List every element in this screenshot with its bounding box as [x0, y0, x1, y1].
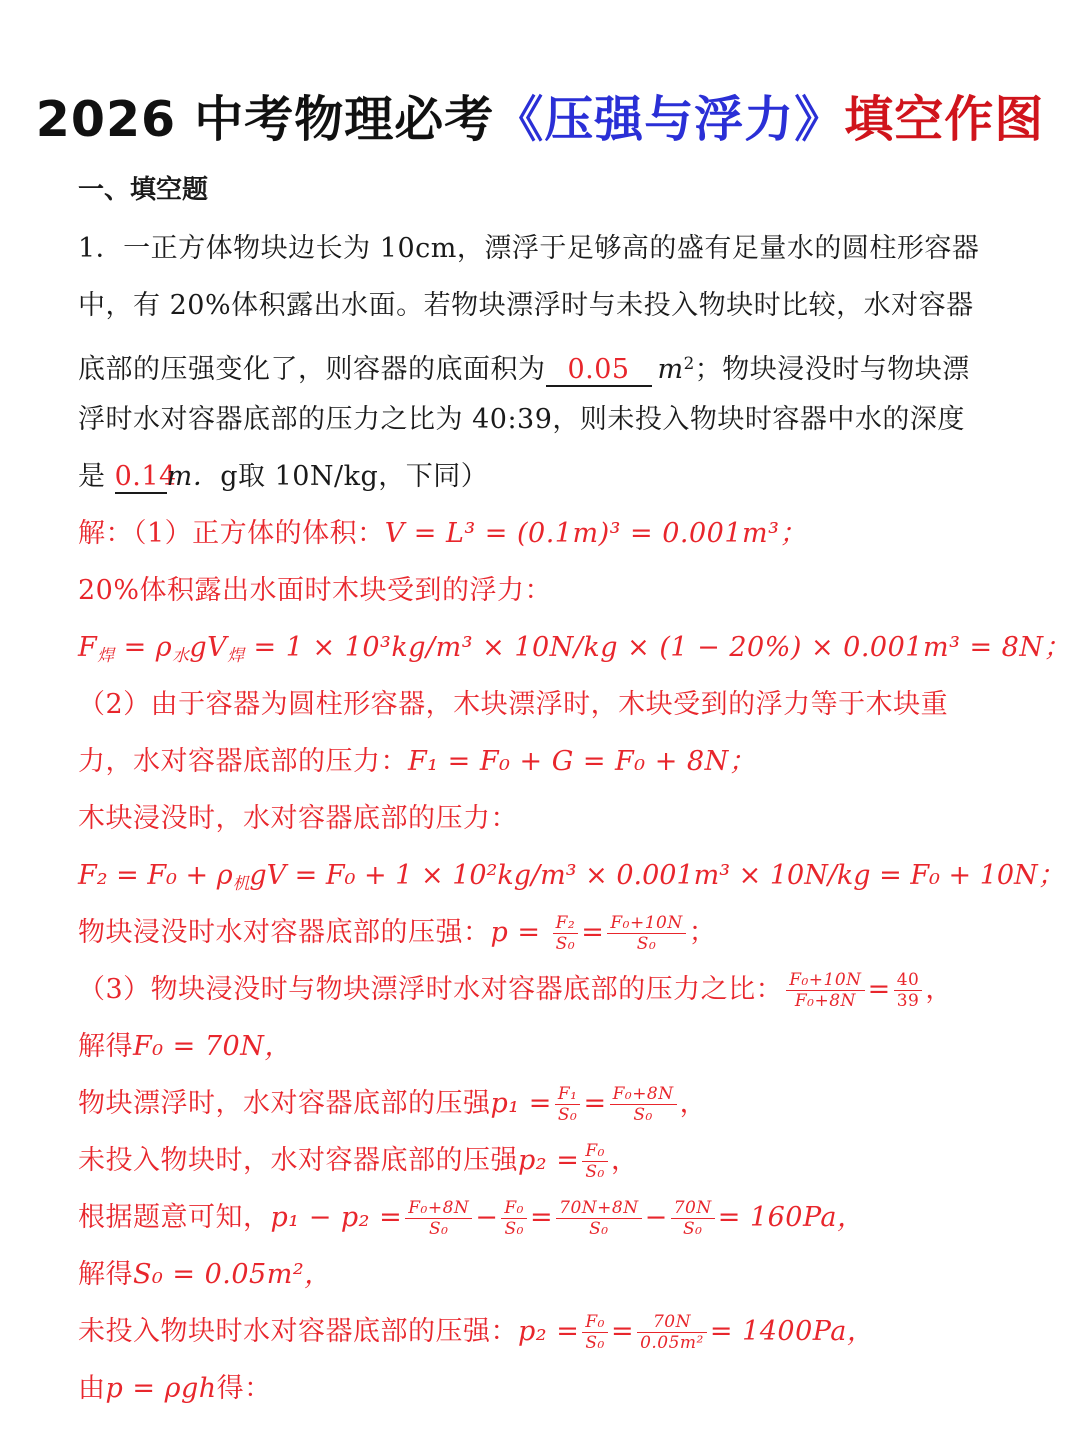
question-line-3 [78, 336, 1008, 393]
question-line-2: 中，有 20%体积露出水面。若物块漂浮时与未投入物块时比较，水对容器 [78, 290, 974, 321]
solution-step-1-label: 解：（1）正方体的体积： [78, 518, 385, 549]
pressure-symbol: p = [490, 917, 541, 948]
solution-step-3-text: （3）物块浸没时与物块漂浮时水对容器底部的压力之比： [78, 974, 784, 1005]
f0-result: F₀ = 70N， [133, 1031, 292, 1062]
buoyancy-symbol: F [78, 632, 98, 663]
fraction: $\frac{\text{F₀+8N}}{\text{S₀}}$ [405, 1198, 472, 1239]
solution-line-11: 物块漂浮时，水对容器底部的压强p₁ = $\frac{\text{F₁}}{\text{S₀}}$ = $\frac{\text{F₀+8N}}{\text{S₀}}$ ， [78, 1084, 708, 1125]
fraction: $\frac{\text{F₀+10N}}{\text{F₀+8N}}$ [786, 970, 864, 1011]
area-unit: m [657, 354, 684, 386]
solution-line-5 [78, 735, 1008, 792]
solution-line-7 [78, 849, 1065, 906]
question-line-4: 浮时水对容器底部的压力之比为 40:39，则未投入物块时容器中水的深度 [78, 404, 965, 435]
question-line-1: 1．一正方体物块边长为 10cm，漂浮于足够高的盛有足量水的圆柱形容器 [78, 233, 980, 264]
solution-line-8: 物块浸没时水对容器底部的压强：p = $\frac{\text{F₂}}{\text{S₀}}$ = $\frac{\text{F₀+10N}}{\text{S₀}}$ ； [78, 913, 717, 954]
volume-subscript: 焊 [227, 645, 245, 666]
solution-line-14: 解得S₀ = 0.05m²， [78, 1259, 332, 1290]
s0-result: S₀ = 0.05m²， [133, 1259, 332, 1290]
solution-line-4: （2）由于容器为圆柱形容器，木块漂浮时，木块受到的浮力等于木块重 [78, 689, 949, 720]
page-title [0, 88, 1080, 152]
solution-step-2-text: 力，水对容器底部的压力： [78, 746, 408, 777]
section-heading: 一、填空题 [78, 175, 209, 205]
question-line-3-tail: ；物块浸没时与物块漂 [694, 354, 970, 386]
answer-blank-depth: 0.14 [114, 461, 177, 492]
gravity-note: g取 10N/kg，下同） [220, 461, 489, 492]
solution-line-2: 20%体积露出水面时木块受到的浮力： [78, 575, 553, 606]
title-suffix: 填空作图 [844, 91, 1045, 148]
density-subscript-2: 机 [232, 873, 250, 894]
solution-line-1 [78, 507, 1008, 564]
solution-line-9: （3）物块浸没时与物块漂浮时水对容器底部的压力之比： $\frac{\text{F₀+10N}}{\text{F₀+8N}}$ = $\frac{40}{39}$ ， [78, 970, 953, 1011]
question-and-solution [78, 222, 1071, 1419]
solution-line-12: 未投入物块时，水对容器底部的压强p₂ = $\frac{\text{F₀}}{\text{S₀}}$ ， [78, 1141, 639, 1182]
fraction: $\frac{\text{F₀}}{\text{S₀}}$ [582, 1312, 608, 1353]
depth-unit: m． [166, 461, 221, 492]
fraction: $\frac{70N}{\text{0.05m²}}$ [637, 1312, 707, 1353]
question-line-5-text: 是 [78, 461, 115, 492]
fraction: $\frac{\text{F₀}}{\text{S₀}}$ [501, 1198, 527, 1239]
buoyancy-equation: = 1 × 10³kg/m³ × 10N/kg × (1 − 20%) × 0.001m³ = 8N； [253, 632, 1071, 663]
question-line-5 [78, 450, 1008, 507]
density-symbol: = ρ [123, 632, 173, 663]
fraction: $\frac{\text{F₁}}{\text{S₀}}$ [555, 1084, 581, 1125]
title-highlight: 《压强与浮力》 [494, 91, 845, 148]
question-line-3-text: 底部的压强变化了，则容器的底面积为 [78, 354, 546, 386]
solution-line-15: 未投入物块时水对容器底部的压强：p₂ = $\frac{\text{F₀}}{\text{S₀}}$ = $\frac{70N}{\text{0.05m²}}$ = 1400Pa， [78, 1312, 875, 1353]
buoyancy-subscript: 焊 [97, 645, 115, 666]
force-f2-equation-start: F₂ = F₀ + ρ [78, 860, 233, 891]
solution-line-16: 由p = ρgh得： [78, 1373, 272, 1404]
force-f2-equation-end: gV = F₀ + 1 × 10²kg/m³ × 0.001m³ × 10N/kg = F₀ + 10N； [249, 860, 1065, 891]
solution-line-6: 木块浸没时，水对容器底部的压力： [78, 803, 518, 834]
volume-equation: V = L³ = (0.1m)³ = 0.001m³； [384, 518, 807, 549]
fraction: $\frac{\text{F₀}}{\text{S₀}}$ [582, 1141, 608, 1182]
fraction: $\frac{\text{F₀+8N}}{\text{S₀}}$ [610, 1084, 677, 1125]
area-unit-exponent: 2 [683, 353, 695, 373]
fraction: $\frac{\text{F₂}}{\text{S₀}}$ [553, 913, 579, 954]
solution-line-3 [78, 621, 1071, 678]
fraction: $\frac{\text{F₀+10N}}{\text{S₀}}$ [607, 913, 685, 954]
pressure-formula: p = ρgh [105, 1373, 217, 1404]
density-subscript: 水 [172, 645, 190, 666]
force-f1-equation: F₁ = F₀ + G = F₀ + 8N； [408, 746, 757, 777]
fraction: $\frac{40}{39}$ [894, 970, 923, 1011]
fraction: $\frac{70N}{\text{S₀}}$ [671, 1198, 715, 1239]
solution-line-13: 根据题意可知，p₁ − p₂ = $\frac{\text{F₀+8N}}{\text{S₀}}$ − $\frac{\text{F₀}}{\text{S₀}}$ = $\frac{70N+8N}{\text{S₀}}$ − $\frac{70N}{\text{S₀}}$ = 160Pa， [78, 1198, 865, 1239]
title-prefix: 2026 中考物理必考 [35, 91, 495, 148]
fraction: $\frac{70N+8N}{\text{S₀}}$ [556, 1198, 641, 1239]
pressure-immersed-label: 物块浸没时水对容器底部的压强： [78, 917, 491, 948]
gv-symbol: gV [189, 632, 228, 663]
answer-blank-area: 0.05 [546, 355, 652, 387]
solution-line-10: 解得F₀ = 70N， [78, 1031, 292, 1062]
